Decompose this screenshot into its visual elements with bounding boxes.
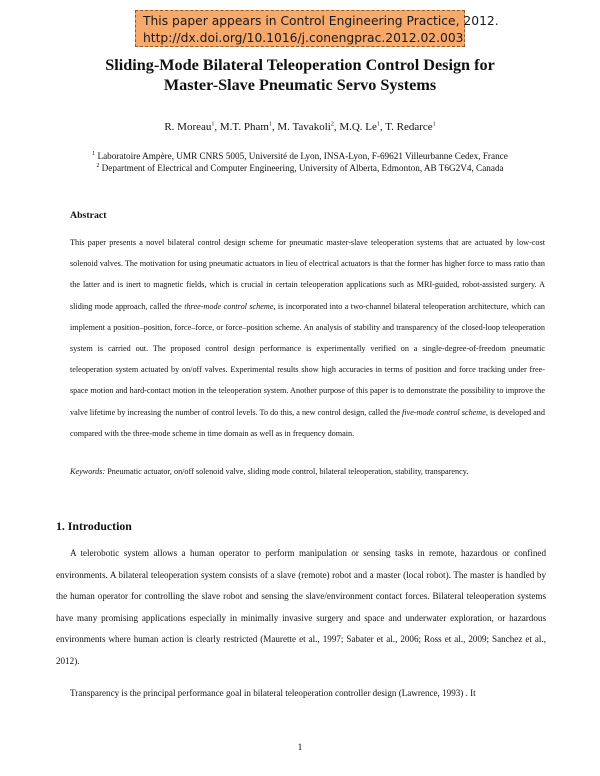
- author-separator: ,: [333, 121, 340, 133]
- abstract-paragraph: [70, 232, 545, 444]
- keywords-text: Pneumatic actuator, on/off solenoid valve, sliding mode control, bilateral teleoperation, stability, transparency.: [105, 467, 469, 476]
- publication-notice: [135, 10, 499, 47]
- author-name: R. Moreau: [164, 121, 212, 133]
- intro-paragraph-1: A telerobotic system allows a human operator to perform manipulation or sensing tasks in remote, hazardous or confined environments. A bilateral teleoperation system consists of a slave (remote) robot and a master (local robot). The master is handled by the human operator for controlling the slave robot and sensing the slave/environment contact forces. Bilateral teleoperation systems have many promising applications especially in minimally invasive surgery and space and underwater exploration, or hazardous environments where human action is clearly restricted (Maurette et al., 1997; Sabater et al., 2006; Ross et al., 2009; Sanchez et al., 2012).: [56, 548, 546, 666]
- affiliation-marker: 2: [96, 162, 100, 169]
- author-affiliation-marker: 1: [376, 121, 380, 128]
- affiliation-text: Department of Electrical and Computer Engineering, University of Alberta, Edmonton, AB T6G2V4, Canada: [101, 163, 504, 173]
- notice-journal: This paper appears in Control Engineering Practice, 2012.: [143, 14, 499, 28]
- keywords: [70, 466, 545, 478]
- affiliation-marker: 1: [92, 150, 96, 157]
- affiliation-text: Laboratoire Ampère, UMR CNRS 5005, Université de Lyon, INSA-Lyon, F-69621 Villeurbanne Cedex, France: [97, 151, 508, 161]
- author-name: M.T. Pham: [219, 121, 269, 133]
- author-affiliation-marker: 2: [330, 121, 334, 128]
- title-line-2: Master-Slave Pneumatic Servo Systems: [163, 76, 437, 94]
- abstract-emphasis-1: three-mode control scheme: [184, 301, 274, 311]
- paper-title: [40, 55, 560, 95]
- author-affiliation-marker: 1: [268, 121, 272, 128]
- notice-doi-link[interactable]: http://dx.doi.org/10.1016/j.conengprac.2012.02.003: [143, 31, 464, 45]
- author-affiliation-marker: 1: [432, 121, 436, 128]
- author-name: T. Redarce: [385, 121, 433, 133]
- introduction-body: [56, 543, 546, 704]
- author: [277, 121, 339, 133]
- keywords-label: Keywords:: [70, 467, 106, 476]
- abstract-body: [70, 232, 545, 444]
- title-line-1: Sliding-Mode Bilateral Teleoperation Control Design for: [105, 56, 495, 74]
- author-name: M. Tavakoli: [277, 121, 331, 133]
- abstract-text-3: , is developed and compared with the three-mode scheme in time domain as well as in frequency domain.: [70, 407, 545, 438]
- author-list: [40, 120, 560, 134]
- page-number: 1: [297, 743, 303, 753]
- abstract-text-2: , is incorporated into a two-channel bilateral teleoperation architecture, which can implement a position–position, force–force, or force–position scheme. An analysis of stability and transparency of the closed-loop teleoperation system is carried out. The proposed control design performance is experimentally verified on a single-degree-of-freedom pneumatic teleoperation system actuated by on/off valves. Experimental results show high accuracies in terms of position and force tracking under free-space motion and hard-contact motion in the teleoperation system. Another purpose of this paper is to demonstrate the possibility to improve the valve lifetime by increasing the number of control levels. To do this, a new control design, called the: [70, 301, 545, 417]
- author-separator: ,: [214, 121, 220, 133]
- affiliation-2: [40, 162, 560, 174]
- author: [220, 121, 278, 133]
- affiliations: [40, 150, 560, 174]
- author: [339, 121, 385, 133]
- intro-paragraph-2: Transparency is the principal performance goal in bilateral teleoperation controller design (Lawrence, 1993) . It: [70, 687, 476, 698]
- abstract-emphasis-2: five-mode control scheme: [402, 407, 486, 417]
- author: [385, 121, 435, 133]
- section-heading-introduction: 1. Introduction: [56, 519, 132, 533]
- author-separator: ,: [271, 121, 278, 133]
- affiliation-1: [40, 150, 560, 162]
- abstract-heading: Abstract: [70, 210, 107, 221]
- author-affiliation-marker: 1: [211, 121, 215, 128]
- author: [164, 121, 220, 133]
- author-name: M.Q. Le: [339, 121, 377, 133]
- abstract-text-1: This paper presents a novel bilateral control design scheme for pneumatic master-slave teleoperation systems that are actuated by low-cost solenoid valves. The motivation for using pneumatic actuators in lieu of electrical actuators is that the former has higher force to mass ratio than the latter and is inert to magnetic fields, which is crucial in certain teleoperation applications such as MRI-guided, robot-assisted surgery. A sliding mode approach, called the: [70, 238, 545, 311]
- author-separator: ,: [379, 121, 386, 133]
